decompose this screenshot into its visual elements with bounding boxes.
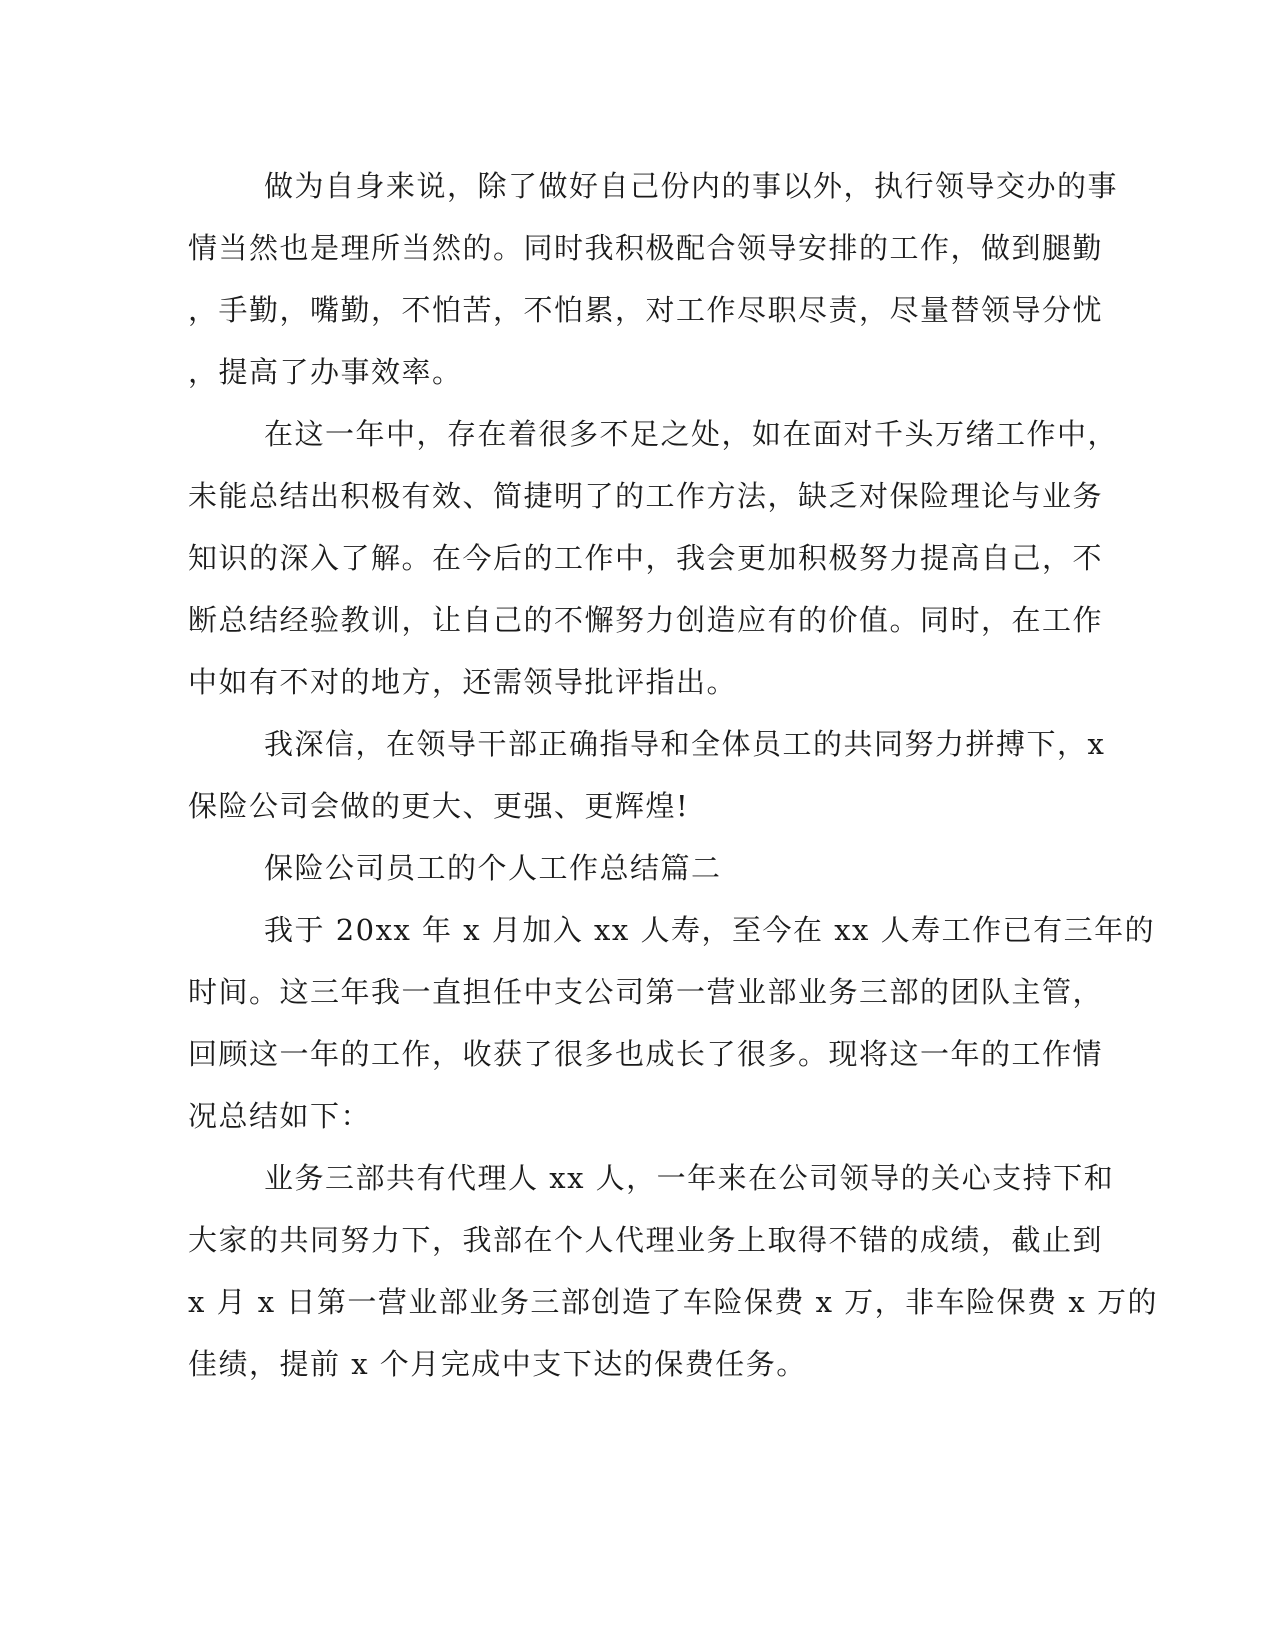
section-heading (188, 837, 1088, 899)
text-line: 知识的深入了解。在今后的工作中，我会更加积极努力提高自己，不 (188, 541, 1104, 575)
paragraph (188, 899, 1156, 1147)
text-line: 做为自身来说，除了做好自己份内的事以外，执行领导交办的事 (264, 169, 1119, 203)
text-line: ，提高了办事效率。 (188, 355, 463, 389)
paragraph (188, 403, 1119, 713)
heading-text: 保险公司员工的个人工作总结篇二 (264, 851, 722, 885)
text-line: 业务三部共有代理人 xx 人，一年来在公司领导的关心支持下和 (264, 1161, 1115, 1195)
text-line: 我深信，在领导干部正确指导和全体员工的共同努力拼搏下，x (264, 727, 1106, 761)
text-line: 未能总结出积极有效、简捷明了的工作方法，缺乏对保险理论与业务 (188, 479, 1104, 513)
text-line: 断总结经验教训，让自己的不懈努力创造应有的价值。同时，在工作 (188, 603, 1104, 637)
text-line: x 月 x 日第一营业部业务三部创造了车险保费 x 万，非车险保费 x 万的 (188, 1285, 1158, 1319)
paragraph (188, 1147, 1158, 1395)
text-line: 中如有不对的地方，还需领导批评指出。 (188, 665, 738, 699)
text-line: 况总结如下： (188, 1099, 372, 1133)
document-body (188, 155, 1158, 1395)
text-line: 情当然也是理所当然的。同时我积极配合领导安排的工作，做到腿勤 (188, 231, 1104, 265)
text-line: 时间。这三年我一直担任中支公司第一营业部业务三部的团队主管， (188, 975, 1104, 1009)
text-line: 佳绩，提前 x 个月完成中支下达的保费任务。 (188, 1347, 807, 1381)
text-line: 在这一年中，存在着很多不足之处，如在面对千头万绪工作中， (264, 417, 1119, 451)
text-line: 保险公司会做的更大、更强、更辉煌! (188, 789, 690, 823)
text-line: 大家的共同努力下，我部在个人代理业务上取得不错的成绩，截止到 (188, 1223, 1104, 1257)
text-line: 我于 20xx 年 x 月加入 xx 人寿，至今在 xx 人寿工作已有三年的 (264, 913, 1156, 947)
text-line: 回顾这一年的工作，收获了很多也成长了很多。现将这一年的工作情 (188, 1037, 1104, 1071)
paragraph (188, 713, 1106, 837)
paragraph (188, 155, 1119, 403)
text-line: ，手勤，嘴勤，不怕苦，不怕累，对工作尽职尽责，尽量替领导分忧 (188, 293, 1104, 327)
